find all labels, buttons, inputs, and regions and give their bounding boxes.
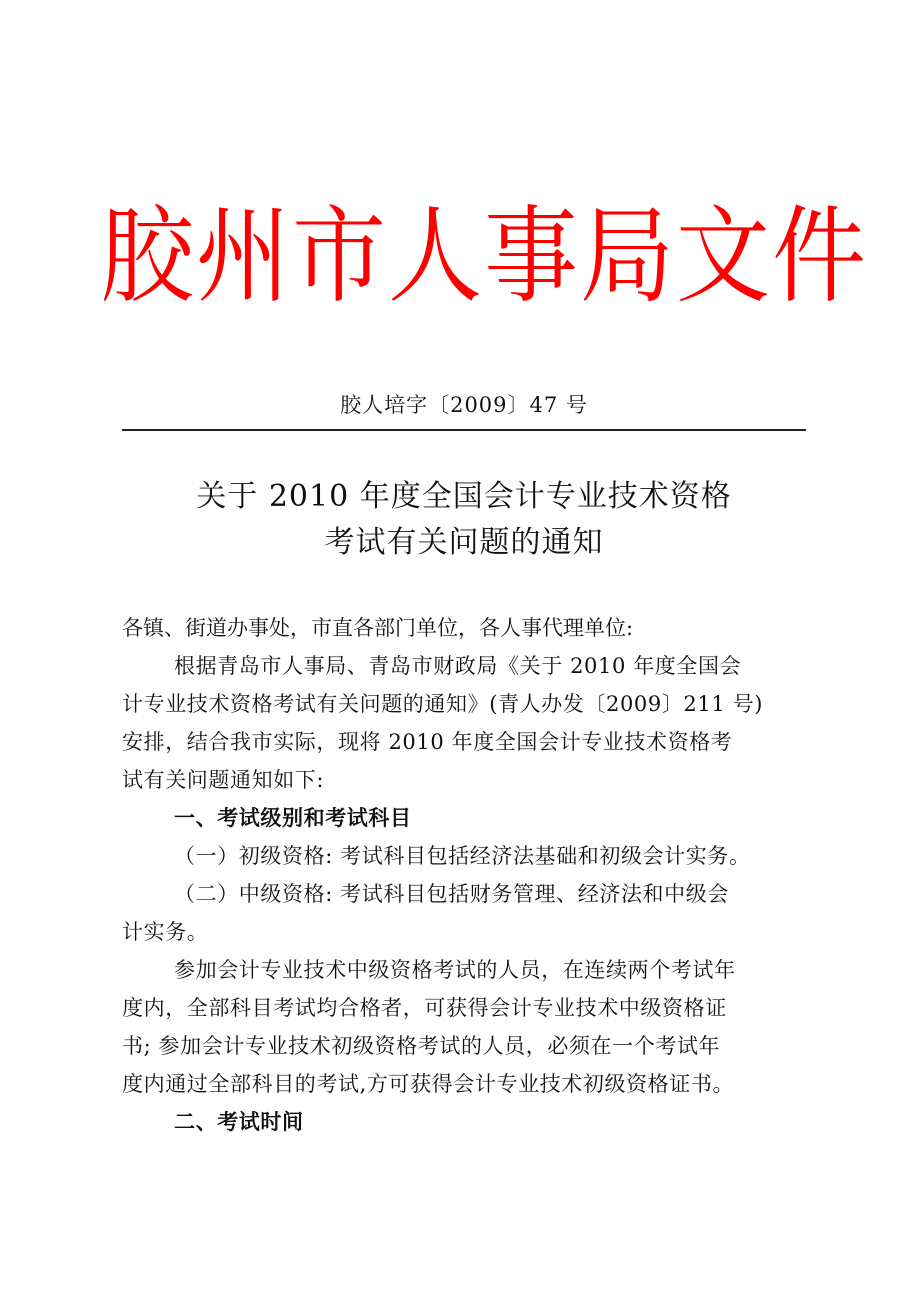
body-line: 参加会计专业技术中级资格考试的人员，在连续两个考试年 (174, 958, 736, 982)
section-heading: 一、考试级别和考试科目 (174, 806, 412, 830)
header-divider (122, 429, 806, 431)
body-line: 根据青岛市人事局、青岛市财政局《关于 2010 年度全国会 (174, 654, 742, 678)
salutation: 各镇、街道办事处，市直各部门单位，各人事代理单位: (122, 616, 634, 640)
document-number: 胶人培字〔2009〕47 号 (340, 393, 588, 417)
section-heading: 二、考试时间 (174, 1110, 304, 1134)
body-line: 书; 参加会计专业技术初级资格考试的人员，必须在一个考试年 (122, 1034, 721, 1058)
body-line: 计实务。 (122, 920, 209, 944)
body-line: 度内，全部科目考试均合格者，可获得会计专业技术中级资格证 (122, 996, 727, 1020)
body-line: （二）中级资格: 考试科目包括财务管理、经济法和中级会 (174, 882, 729, 906)
body-line: 安排，结合我市实际，现将 2010 年度全国会计专业技术资格考 (122, 730, 733, 754)
document-header-title: 胶州市人事局文件 (100, 196, 869, 319)
body-line: （一）初级资格: 考试科目包括经济法基础和初级会计实务。 (174, 844, 751, 868)
document-title (122, 474, 806, 566)
title-line-1: 关于 2010 年度全国会计专业技术资格 (196, 479, 732, 514)
title-line-2: 考试有关问题的通知 (324, 525, 604, 560)
body-line: 计专业技术资格考试有关问题的通知》(青人办发〔2009〕211 号) (122, 692, 763, 716)
body-line: 试有关问题通知如下: (122, 768, 325, 792)
body-line: 度内通过全部科目的考试,方可获得会计专业技术初级资格证书。 (122, 1072, 735, 1096)
